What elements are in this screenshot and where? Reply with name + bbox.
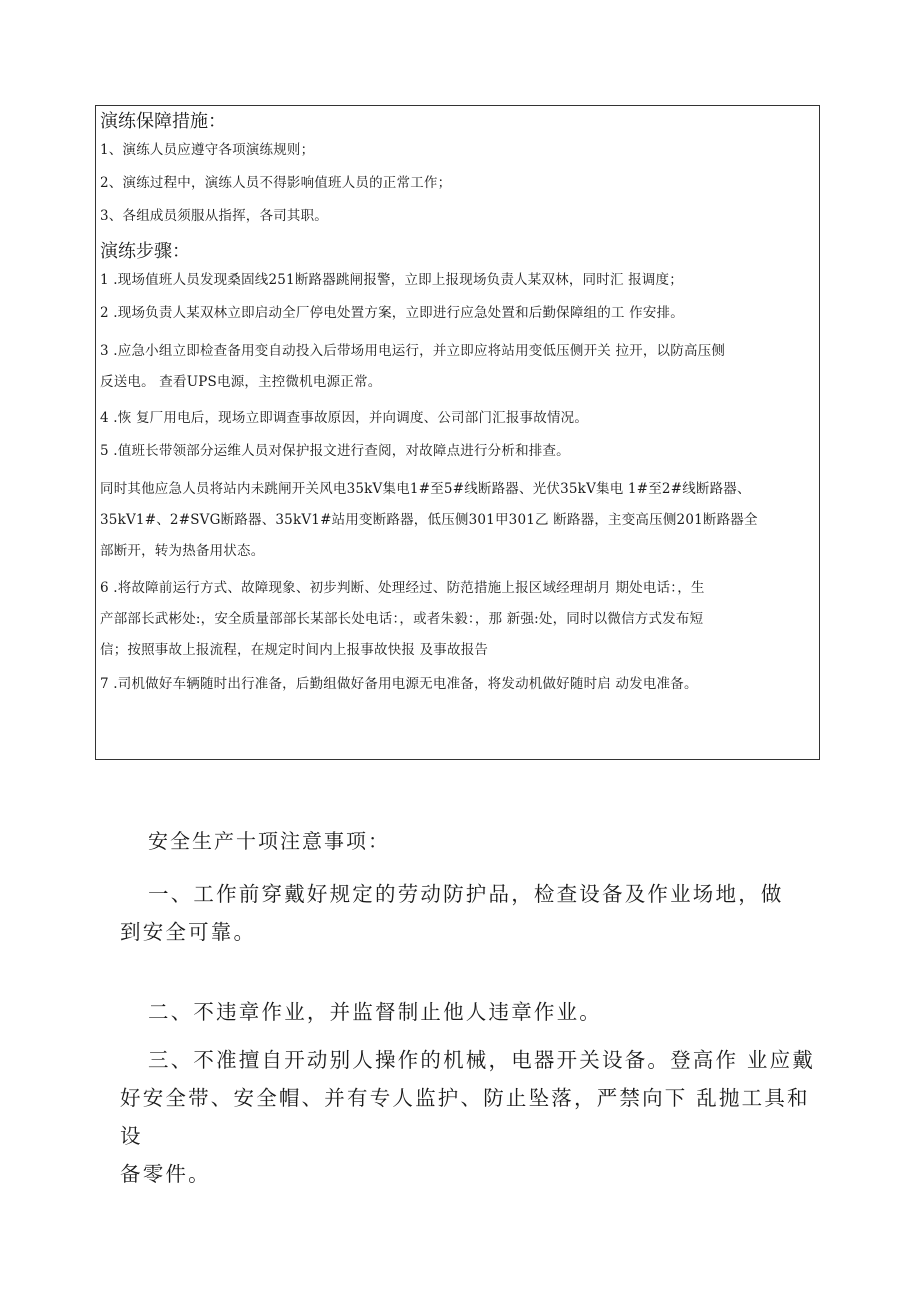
step-5-detail-line-2: 35kV1#、2#SVG断路器、35kV1#站用变断路器，低压侧301甲301乙 断路器，主变高压侧201断路器全	[100, 512, 758, 528]
step-6-line-2: 产部部长武彬处:，安全质量部部长某部长处电话：，或者朱毅：，那 新强:处，同时以微信方式发布短	[100, 611, 704, 627]
note-3-line-3: 备零件。	[120, 1162, 211, 1186]
note-2: 二、不违章作业，并监督制止他人违章作业。	[148, 1000, 602, 1024]
guarantee-title: 演练保障措施：	[100, 111, 226, 132]
drill-table	[95, 105, 820, 760]
step-4: 4 .恢 复厂用电后，现场立即调查事故原因，并向调度、公司部门汇报事故情况。	[100, 410, 589, 426]
note-1-line-2: 到安全可靠。	[120, 920, 257, 944]
step-3-line-2: 反送电。 查看UPS电源，主控微机电源正常。	[100, 374, 382, 390]
step-5-detail-line-1: 同时其他应急人员将站内未跳闸开关风电35kV集电1#至5#线断路器、光伏35kV集电 1#至2#线断路器、	[100, 481, 751, 497]
step-5-detail	[100, 474, 813, 567]
step-7: 7 .司机做好车辆随时出行准备，后勤组做好备用电源无电准备，将发动机做好随时启 动发电准备。	[100, 676, 698, 692]
step-5-detail-line-3: 部断开，转为热备用状态。	[100, 543, 265, 559]
step-2: 2 .现场负责人某双林立即启动全厂停电处置方案，立即进行应急处置和后勤保障组的工 作安排。	[100, 305, 684, 321]
safety-notes	[120, 825, 820, 1193]
step-1: 1 .现场值班人员发现桑固线251断路器跳闸报警，立即上报现场负责人某双林，同时汇 报调度；	[100, 272, 683, 288]
step-6-line-1: 6 .将故障前运行方式、故障现象、初步判断、处理经过、防范措施上报区域经理胡月 期处电话：，生	[100, 580, 705, 596]
step-3	[100, 336, 813, 398]
note-3-line-1: 三、不准擅自开动别人操作的机械，电器开关设备。登高作 业应戴	[148, 1048, 816, 1072]
step-6	[100, 573, 813, 666]
guarantee-item-2: 2、演练过程中，演练人员不得影响值班人员的正常工作；	[100, 175, 452, 191]
step-5: 5 .值班长带领部分运维人员对保护报文进行查阅，对故障点进行分析和排查。	[100, 443, 570, 459]
step-3-line-1: 3 .应急小组立即检查备用变自动投入后带场用电运行，并立即应将站用变低压侧开关 拉开，以防高压侧	[100, 343, 726, 359]
note-1-line-1: 一、工作前穿戴好规定的劳动防护品，检查设备及作业场地，做	[148, 882, 784, 906]
notes-title: 安全生产十项注意事项：	[148, 829, 390, 853]
guarantee-item-3: 3、各组成员须服从指挥，各司其职。	[100, 208, 328, 224]
note-3-line-2: 好安全带、安全帽、并有专人监护、防止坠落，严禁向下 乱抛工具和设	[120, 1086, 810, 1148]
guarantee-item-1: 1、演练人员应遵守各项演练规则；	[100, 142, 315, 158]
step-6-line-3: 信；按照事故上报流程，在规定时间内上报事故快报 及事故报告	[100, 642, 489, 658]
steps-title: 演练步骤：	[100, 241, 190, 262]
